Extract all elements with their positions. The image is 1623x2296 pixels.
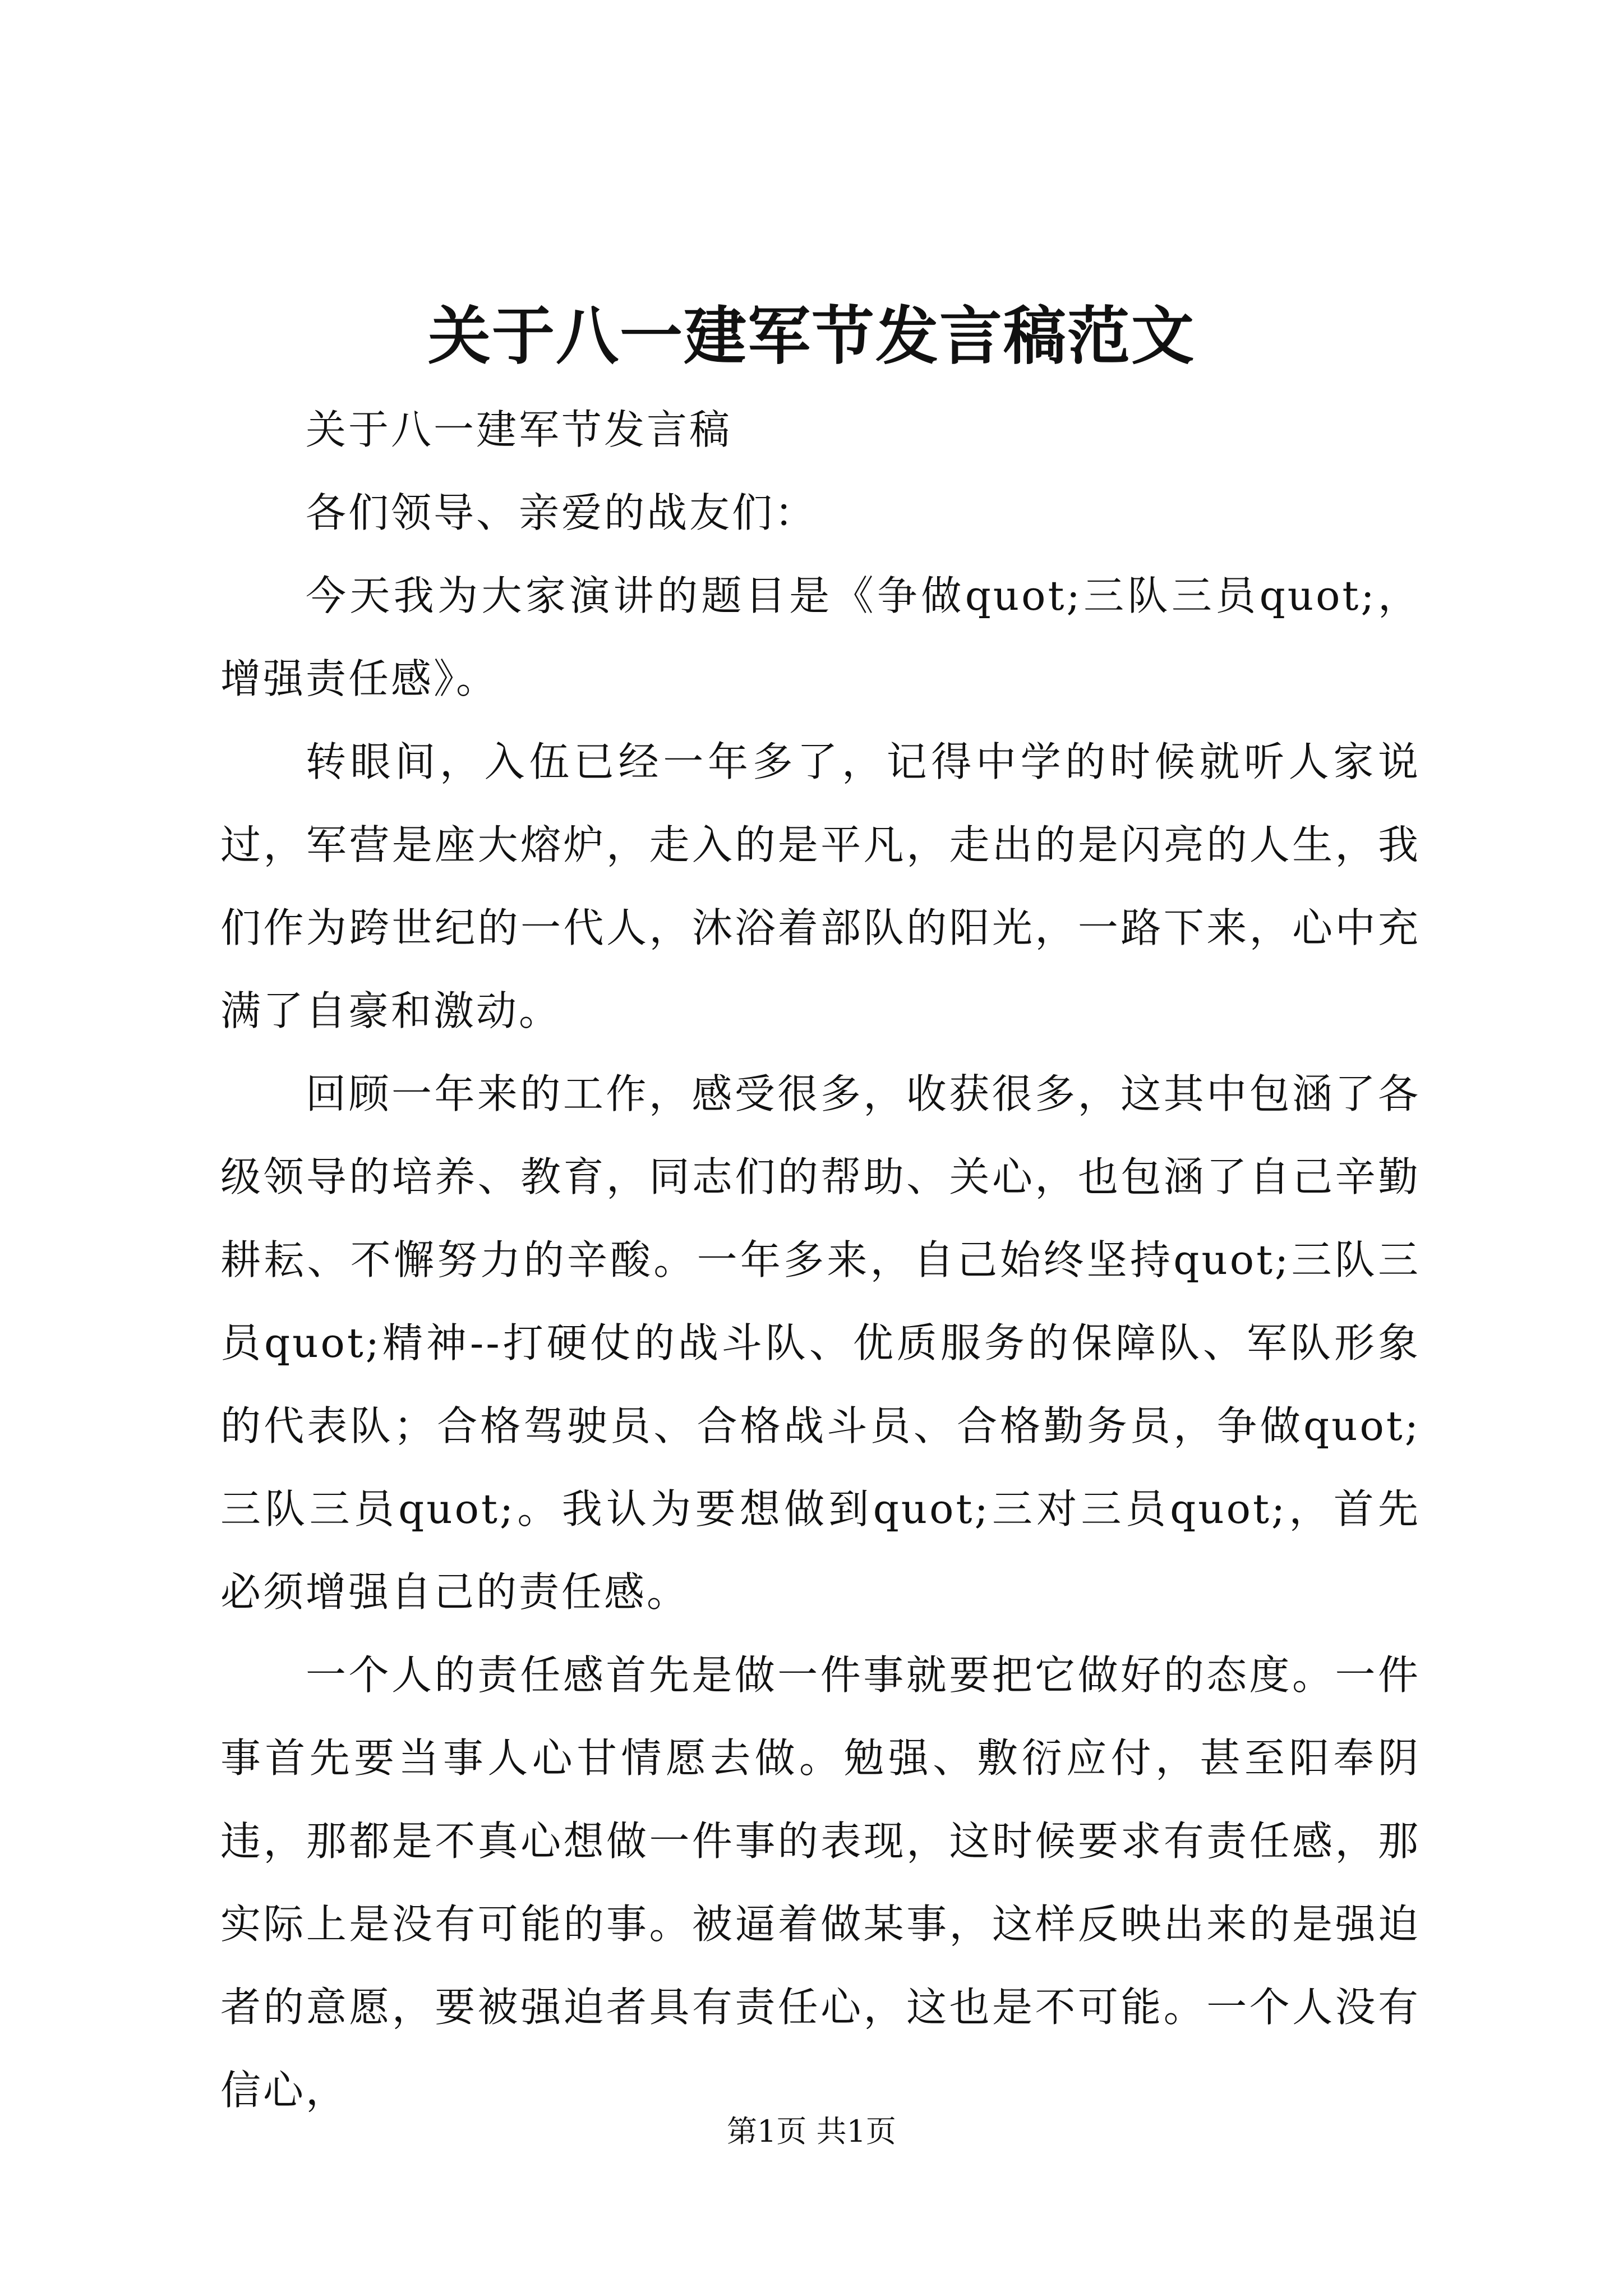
paragraph-topic: 今天我为大家演讲的题目是《争做quot;三队三员quot;，增强责任感》。 bbox=[220, 572, 1421, 702]
document-title: 关于八一建军节发言稿范文 bbox=[428, 300, 1195, 373]
paragraph-body: 回顾一年来的工作，感受很多，收获很多，这其中包涵了各级领导的培养、教育，同志们的帮助、关心，也包涵了自己辛勤耕耘、不懈努力的辛酸。一年多来，自己始终坚持quot;三队三员quot;精神--打硬仗的战斗队、优质服务的保障队、军队形象的代表队；合格驾驶员、合格战斗员、合格勤务员，争做quot;三队三员quot;。我认为要想做到quot;三对三员quot;，首先必须增强自己的责任感。 bbox=[220, 1070, 1421, 1616]
page-footer: 第1页 共1页 bbox=[727, 2114, 896, 2149]
paragraph-body: 转眼间，入伍已经一年多了，记得中学的时候就听人家说过，军营是座大熔炉，走入的是平凡，走出的是闪亮的人生，我们作为跨世纪的一代人，沐浴着部队的阳光，一路下来，心中充满了自豪和激动。 bbox=[220, 738, 1421, 1034]
paragraph-salutation: 各们领导、亲爱的战友们： bbox=[306, 489, 818, 536]
document-body bbox=[220, 388, 1421, 2132]
paragraph-body: 一个人的责任感首先是做一件事就要把它做好的态度。一件事首先要当事人心甘情愿去做。勉强、敷衍应付，甚至阳奉阴违，那都是不真心想做一件事的表现，这时候要求有责任感，那实际上是没有可能的事。被逼着做某事，这样反映出来的是强迫者的意愿，要被强迫者具有责任心，这也是不可能。一个人没有信心， bbox=[220, 1651, 1421, 2114]
paragraph-subtitle: 关于八一建军节发言稿 bbox=[306, 406, 732, 453]
